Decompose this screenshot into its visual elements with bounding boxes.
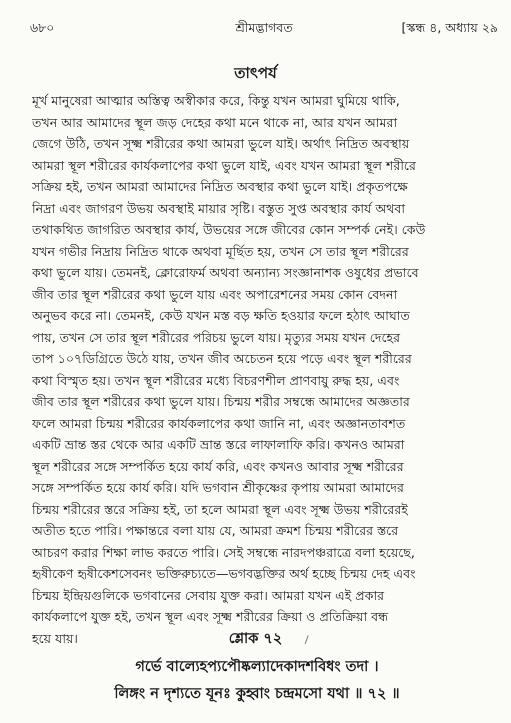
purport-line: আচরণ করার শিক্ষা লাভ করতে পারি। সেই সম্বন্ধে নারদপঞ্চরাত্রে বলা হয়েছে, [32, 544, 415, 560]
purport-line: সক্রিয় হই, তখন আমরা আমাদের নিদ্রিত অবস্থার কথা ভুলে যাই। প্রকৃতপক্ষে [32, 179, 408, 194]
purport-line: কার্যকলাপে যুক্ত হই, তখন স্থূল এবং সূক্ষ্ম শরীরের ক্রিয়া ও প্রতিক্রিয়া বন্ধ [32, 609, 389, 624]
purport-line: তাপ ১০৭ডিগ্রিতে উঠে যায়, তখন জীব অচেতন হয়ে পড়ে এবং স্থূল শরীরের [32, 351, 412, 366]
purport-line: নিদ্রা এবং জাগরণ উভয় অবস্থাই মায়ার সৃষ্টি। বস্তুত সুপ্ত অবস্থার কার্য অথবা [32, 200, 406, 216]
purport-line: জেগে উঠি, তখন সূক্ষ্ম শরীরের কথা আমরা ভুলে যাই। অর্থাৎ নিদ্রিত অবস্থায় [32, 136, 410, 151]
verse-line-1: গর্ভে বাল্যেহপ্যপৌষ্কল্যাদেকাদশবিধং তদা । [135, 659, 379, 675]
purport-line: আমরা স্থূল শরীরের কার্যকলাপের কথা ভুলে যাই, এবং যখন আমরা স্থূল শরীরে [32, 157, 416, 173]
page-number: ৬৮০ [30, 20, 55, 35]
purport-line: যখন গভীর নিদ্রায় নিদ্রিত থাকে অথবা মূর্ছিত হয়, তখন সে তার স্থূল শরীরের [32, 243, 409, 259]
purport-line: মূর্খ মানুষেরা আত্মার অস্তিত্ব অস্বীকার করে, কিন্তু যখন আমরা ঘুমিয়ে থাকি, [32, 93, 400, 108]
purport-line: জীব তার স্থূল শরীরের কথা ভুলে যায়। চিন্ময় শরীর সম্বন্ধে আমাদের অজ্ঞতার [32, 394, 410, 409]
purport-line: চিন্ময় শরীরের স্তরে সক্রিয় হই, তা হলে আমরা স্থূল এবং সূক্ষ্ম উভয় শরীরেরই [32, 501, 408, 517]
purport-line: চিন্ময় ইন্দ্রিয়গুলিকে ভগবানের সেবায় যুক্ত করা। আমরা যখন এই প্রকার [32, 587, 385, 603]
purport-body [32, 90, 484, 649]
purport-line: হয়ে যায়। [32, 630, 78, 646]
purport-line: হৃষীকেণ হৃষীকেশসেবনং ভক্তিরুচ্যতে—ভগবদ্ভক্তির অর্থ হচ্ছে চিন্ময় দেহ এবং [32, 566, 416, 581]
purport-line: অনুভব করে না। তেমনই, কেউ যখন মস্ত বড় ক্ষতি হওয়ার ফলে হঠাৎ আঘাত [32, 308, 410, 323]
purport-line: জীব তার স্থূল শরীরের কথা ভুলে যায় এবং অপারেশনের সময় কোন বেদনা [32, 286, 398, 302]
purport-line: সঙ্গে সম্পর্কিত হয়ে কার্য করি। যদি ভগবান শ্রীকৃষ্ণের কৃপায় আমরা আমাদের [32, 480, 404, 495]
purport-line: অতীত হতে পারি। পক্ষান্তরে বলা যায় যে, আমরা ক্রমশ চিন্ময় শরীরের স্তরে [32, 523, 399, 538]
purport-line: কথা বিস্মৃত হয়। তখন স্থূল শরীরের মধ্যে বিচরণশীল প্রাণবায়ু রুদ্ধ হয়, এবং [32, 372, 400, 388]
purport-line: একটি ভ্রান্ত স্তর থেকে আর একটি ভ্রান্ত স্তরে লাফালাফি করি। কখনও আমরা [32, 437, 405, 452]
book-title: শ্রীমদ্ভাগবত [235, 20, 293, 35]
chapter-reference: [স্কন্ধ ৪, অধ্যায় ২৯ [401, 20, 498, 35]
purport-line: তথাকথিত জাগরিত অবস্থার কার্য, উভয়ের সঙ্গে জীবের কোন সম্পর্ক নেই। কেউ [32, 222, 426, 237]
verse-heading: শ্লোক ৭২ [228, 631, 283, 647]
purport-line: কথা ভুলে যায়। তেমনই, ক্লোরোফর্ম অথবা অন্যান্য সংজ্ঞানাশক ওষুধের প্রভাবে [32, 265, 419, 280]
verse-line-2: লিঙ্গং ন দৃশ্যতে যূনঃ কুহ্বাং চন্দ্রমসো যথা ॥ ৭২ ॥ [114, 686, 400, 702]
purport-line: স্থূল শরীরের সঙ্গে সম্পর্কিত হয়ে কার্য করি, এবং কখনও আবার সূক্ষ্ম শরীরের [32, 458, 404, 474]
purport-line: ফলে আমরা চিন্ময় শরীরের কার্যকলাপের কথা জানি না, এবং অজ্ঞানতাবশত [32, 415, 406, 431]
purport-heading: তাৎপর্য [234, 64, 277, 82]
page-header [30, 20, 498, 42]
purport-line: পায়, তখন সে তার স্থূল শরীরের পরিচয় ভুলে যায়। মৃত্যুর সময় যখন দেহের [32, 329, 401, 345]
purport-line: তখন আর আমাদের স্থূল জড় দেহের কথা মনে থাকে না, আর যখন আমরা [32, 114, 398, 130]
